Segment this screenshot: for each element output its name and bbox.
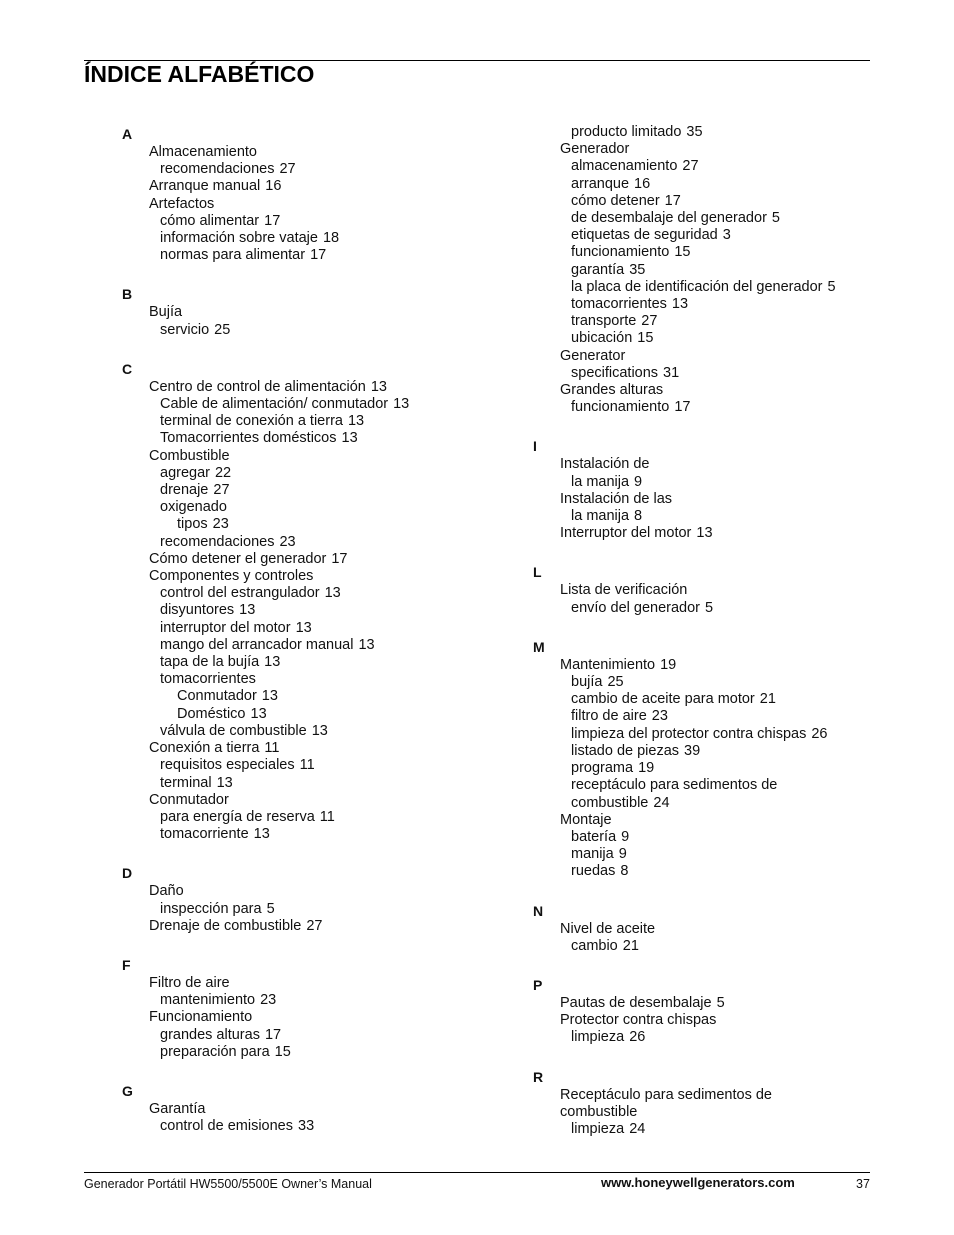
index-entry xyxy=(533,812,873,829)
entry-term: almacenamiento xyxy=(571,158,678,175)
entry-page-number: 24 xyxy=(629,1120,646,1137)
index-entry xyxy=(533,743,873,760)
entry-page-number: 9 xyxy=(621,828,630,845)
entry-term: agregar xyxy=(160,464,210,481)
entry-term: control de emisiones xyxy=(160,1118,293,1135)
index-section xyxy=(533,637,873,881)
entry-term: Componentes y controles xyxy=(149,568,314,585)
entry-term: Receptáculo para sedimentos de xyxy=(560,1086,772,1103)
entry-term: garantía xyxy=(571,261,625,278)
entry-term: válvula de combustible xyxy=(160,722,307,739)
entry-term: terminal xyxy=(160,774,212,791)
entry-term: Combustible xyxy=(149,447,230,464)
entry-page-number: 5 xyxy=(266,900,275,917)
index-entry xyxy=(533,330,873,347)
entry-term: specifications xyxy=(571,364,659,381)
entry-page-number: 5 xyxy=(705,599,714,616)
section-letter: B xyxy=(122,286,133,303)
entry-page-number: 13 xyxy=(261,688,278,705)
entry-term: Conmutador xyxy=(177,688,257,705)
index-entry xyxy=(533,141,873,158)
entry-term: combustible xyxy=(571,794,649,811)
index-entry xyxy=(533,313,873,330)
entry-page-number: 27 xyxy=(213,482,230,499)
entry-term: tapa de la bujía xyxy=(160,654,260,671)
entry-term: bujía xyxy=(571,674,603,691)
index-section xyxy=(533,124,873,416)
index-entry xyxy=(122,901,452,918)
footer-rule xyxy=(84,1172,870,1173)
entry-page-number: 17 xyxy=(264,212,281,229)
index-entry xyxy=(122,975,452,992)
entry-term: drenaje xyxy=(160,482,209,499)
entry-term: mango del arrancador manual xyxy=(160,636,354,653)
entry-page-number: 18 xyxy=(322,230,340,247)
section-letter: A xyxy=(122,126,133,142)
entry-page-number: 11 xyxy=(299,757,315,774)
index-entry xyxy=(122,161,452,178)
entry-term: tipos xyxy=(177,516,208,533)
index-entry xyxy=(533,1012,873,1029)
index-entry xyxy=(533,674,873,691)
entry-page-number: 35 xyxy=(629,261,646,278)
index-entry xyxy=(533,1104,873,1121)
entry-page-number: 26 xyxy=(629,1029,646,1046)
index-entry xyxy=(122,499,452,516)
entry-term: etiquetas de seguridad xyxy=(571,227,718,244)
entry-list xyxy=(122,975,452,1061)
entry-page-number: 24 xyxy=(653,794,670,811)
entry-term: inspección para xyxy=(160,900,262,917)
entry-page-number: 11 xyxy=(319,808,335,825)
entry-term: Tomacorrientes domésticos xyxy=(160,430,337,447)
entry-term: programa xyxy=(571,760,634,777)
page-title: ÍNDICE ALFABÉTICO xyxy=(84,61,315,87)
footer-website: www.honeywellgenerators.com xyxy=(601,1175,795,1190)
index-entry xyxy=(122,379,452,396)
entry-term: Protector contra chispas xyxy=(560,1012,717,1029)
footer-manual-title: Generador Portátil HW5500/5500E Owner’s Manual xyxy=(84,1177,372,1191)
index-entry xyxy=(533,938,873,955)
index-entry xyxy=(122,918,452,935)
entry-list xyxy=(533,657,873,881)
index-entry xyxy=(533,1087,873,1104)
entry-term: Filtro de aire xyxy=(149,974,230,991)
index-entry xyxy=(122,688,452,705)
entry-page-number: 13 xyxy=(216,774,233,791)
entry-term: producto limitado xyxy=(571,124,682,140)
entry-term: requisitos especiales xyxy=(160,757,295,774)
entry-list xyxy=(122,379,452,843)
index-entry xyxy=(122,671,452,688)
index-column-left xyxy=(122,124,452,1155)
entry-term: disyuntores xyxy=(160,602,235,619)
index-entry xyxy=(122,792,452,809)
index-entry xyxy=(122,602,452,619)
entry-term: la placa de identificación del generador xyxy=(571,278,823,295)
entry-page-number: 16 xyxy=(265,178,282,195)
index-entry xyxy=(533,846,873,863)
entry-term: filtro de aire xyxy=(571,708,647,725)
section-letter: D xyxy=(122,865,133,882)
entry-term: de desembalaje del generador xyxy=(571,210,767,227)
index-entry xyxy=(533,708,873,725)
entry-page-number: 23 xyxy=(212,516,229,533)
index-entry xyxy=(122,322,452,339)
entry-page-number: 13 xyxy=(264,654,281,671)
index-entry xyxy=(122,448,452,465)
entry-page-number: 9 xyxy=(618,846,627,863)
index-entry xyxy=(122,637,452,654)
entry-page-number: 27 xyxy=(279,161,296,178)
entry-page-number: 26 xyxy=(811,725,828,742)
index-entry xyxy=(533,348,873,365)
entry-page-number: 15 xyxy=(637,330,654,347)
entry-page-number: 19 xyxy=(660,656,677,673)
entry-term: Cómo detener el generador xyxy=(149,550,327,567)
footer-page-number: 37 xyxy=(856,1177,870,1191)
index-entry xyxy=(122,568,452,585)
index-section xyxy=(122,955,452,1061)
entry-page-number: 13 xyxy=(671,296,689,313)
entry-term: receptáculo para sedimentos de xyxy=(571,777,778,794)
entry-term: información sobre vatajе xyxy=(160,230,318,247)
index-entry xyxy=(533,296,873,313)
entry-term: Centro de control de alimentación xyxy=(149,378,366,395)
entry-page-number: 23 xyxy=(651,708,668,725)
entry-term: grandes alturas xyxy=(160,1026,260,1043)
entry-term: Daño xyxy=(149,883,184,900)
entry-page-number: 33 xyxy=(298,1118,315,1135)
entry-term: servicio xyxy=(160,321,210,338)
entry-term: terminal de conexión a tierra xyxy=(160,413,343,430)
entry-page-number: 19 xyxy=(638,760,655,777)
index-section xyxy=(122,863,452,935)
entry-term: Doméstico xyxy=(177,705,246,722)
index-entry xyxy=(122,620,452,637)
index-entry xyxy=(533,158,873,175)
index-section xyxy=(122,359,452,843)
index-entry xyxy=(122,482,452,499)
entry-term: Instalación de xyxy=(560,456,650,473)
index-entry xyxy=(122,740,452,757)
entry-page-number: 15 xyxy=(674,244,691,261)
index-section xyxy=(533,436,873,542)
entry-term: tomacorrientes xyxy=(571,296,667,313)
entry-term: Grandes alturas xyxy=(560,382,664,399)
index-entry xyxy=(533,456,873,473)
index-entry xyxy=(122,178,452,195)
index-entry xyxy=(533,921,873,938)
entry-term: listado de piezas xyxy=(571,742,680,759)
index-entry xyxy=(533,382,873,399)
index-entry xyxy=(533,210,873,227)
entry-term: oxigenado xyxy=(160,499,227,516)
section-letter: G xyxy=(122,1082,133,1099)
entry-term: batería xyxy=(571,828,617,845)
entry-term: Pautas de desembalaje xyxy=(560,994,712,1011)
index-entry xyxy=(533,262,873,279)
index-entry xyxy=(533,365,873,382)
entry-page-number: 35 xyxy=(686,124,703,140)
index-entry xyxy=(122,992,452,1009)
index-entry xyxy=(122,196,452,213)
entry-list xyxy=(533,124,873,416)
entry-page-number: 17 xyxy=(310,247,327,264)
entry-term: limpieza xyxy=(571,1029,625,1046)
index-entry xyxy=(122,1027,452,1044)
entry-list xyxy=(533,456,873,542)
section-letter: C xyxy=(122,360,133,377)
entry-term: Montaje xyxy=(560,811,612,828)
entry-page-number: 13 xyxy=(324,585,341,602)
section-letter: L xyxy=(533,564,542,581)
entry-term: Generator xyxy=(560,347,626,364)
entry-page-number: 27 xyxy=(641,313,658,330)
entry-term: funcionamiento xyxy=(571,399,670,416)
entry-term: Interruptor del motor xyxy=(560,525,692,542)
entry-term: transporte xyxy=(571,313,637,330)
entry-page-number: 27 xyxy=(682,158,699,175)
index-entry xyxy=(533,279,873,296)
entry-page-number: 15 xyxy=(274,1043,291,1060)
entry-list xyxy=(122,304,452,338)
entry-term: limpieza xyxy=(571,1120,625,1137)
entry-page-number: 13 xyxy=(393,396,410,413)
entry-list xyxy=(122,144,452,264)
entry-term: tomacorrientes xyxy=(160,671,256,688)
entry-page-number: 13 xyxy=(311,722,328,739)
entry-page-number: 16 xyxy=(634,175,651,192)
entry-page-number: 39 xyxy=(684,742,701,759)
index-entry xyxy=(122,809,452,826)
index-entry xyxy=(122,144,452,161)
entry-term: limpieza del protector contra chispas xyxy=(571,725,807,742)
entry-term: control del estrangulador xyxy=(160,585,320,602)
entry-term: ruedas xyxy=(571,863,616,880)
section-letter: F xyxy=(122,956,131,973)
index-entry xyxy=(533,600,873,617)
entry-term: cambio xyxy=(571,937,618,954)
index-entry xyxy=(533,691,873,708)
entry-term: manija xyxy=(571,846,614,863)
index-entry xyxy=(533,1121,873,1138)
entry-page-number: 13 xyxy=(250,705,267,722)
index-section xyxy=(122,1081,452,1135)
entry-term: recomendaciones xyxy=(160,161,275,178)
entry-page-number: 31 xyxy=(663,364,680,381)
entry-page-number: 17 xyxy=(664,192,681,209)
entry-term: Conexión a tierra xyxy=(149,740,260,757)
index-entry xyxy=(122,396,452,413)
index-entry xyxy=(122,534,452,551)
entry-term: Artefactos xyxy=(149,195,215,212)
index-entry xyxy=(122,551,452,568)
entry-page-number: 8 xyxy=(620,863,629,880)
entry-term: para energía de reserva xyxy=(160,808,315,825)
section-letter: N xyxy=(533,902,544,919)
index-entry xyxy=(122,465,452,482)
entry-list xyxy=(533,1087,873,1139)
index-entry xyxy=(533,474,873,491)
entry-list xyxy=(122,883,452,935)
entry-term: Almacenamiento xyxy=(149,144,257,160)
entry-term: recomendaciones xyxy=(160,533,275,550)
index-entry xyxy=(122,654,452,671)
index-entry xyxy=(533,829,873,846)
entry-term: Garantía xyxy=(149,1100,206,1117)
section-letter: R xyxy=(533,1068,544,1085)
entry-term: Drenaje de combustible xyxy=(149,917,302,934)
entry-term: tomacorriente xyxy=(160,826,249,843)
index-entry xyxy=(122,775,452,792)
entry-term: Nivel de aceite xyxy=(560,920,656,937)
entry-term: Instalación de las xyxy=(560,490,673,507)
entry-page-number: 17 xyxy=(674,399,691,416)
index-section xyxy=(533,1067,873,1139)
entry-term: Mantenimiento xyxy=(560,656,656,673)
entry-list xyxy=(122,1101,452,1135)
index-section xyxy=(122,284,452,338)
entry-page-number: 5 xyxy=(827,278,836,295)
index-section xyxy=(122,124,452,264)
index-column-right xyxy=(533,124,873,1158)
entry-term: ubicación xyxy=(571,330,633,347)
index-entry xyxy=(533,491,873,508)
index-entry xyxy=(533,399,873,416)
index-section xyxy=(533,975,873,1047)
entry-term: cómo alimentar xyxy=(160,212,260,229)
index-entry xyxy=(533,508,873,525)
index-entry xyxy=(122,1044,452,1061)
entry-term: Arranque manual xyxy=(149,178,261,195)
entry-term: Bujía xyxy=(149,304,183,321)
entry-page-number: 13 xyxy=(295,619,312,636)
index-entry xyxy=(533,777,873,794)
entry-term: normas para alimentar xyxy=(160,247,306,264)
index-entry xyxy=(122,230,452,247)
entry-page-number: 25 xyxy=(607,674,624,691)
entry-term: Lista de verificación xyxy=(560,582,688,599)
index-entry xyxy=(533,227,873,244)
index-entry xyxy=(122,516,452,533)
index-entry xyxy=(533,795,873,812)
entry-term: la manija xyxy=(571,508,630,525)
entry-page-number: 13 xyxy=(253,826,270,843)
index-entry xyxy=(122,723,452,740)
entry-term: mantenimiento xyxy=(160,992,256,1009)
entry-page-number: 5 xyxy=(716,994,725,1011)
index-entry xyxy=(533,726,873,743)
index-entry xyxy=(122,213,452,230)
index-section xyxy=(533,562,873,616)
entry-term: la manija xyxy=(571,473,630,490)
index-entry xyxy=(122,430,452,447)
entry-page-number: 13 xyxy=(358,636,375,653)
index-entry xyxy=(533,995,873,1012)
entry-term: funcionamiento xyxy=(571,244,670,261)
index-entry xyxy=(122,706,452,723)
entry-page-number: 27 xyxy=(306,917,323,934)
entry-list xyxy=(533,582,873,616)
entry-term: Generador xyxy=(560,141,630,158)
entry-page-number: 17 xyxy=(331,550,348,567)
index-entry xyxy=(122,757,452,774)
entry-term: Cable de alimentación/ conmutador xyxy=(160,396,389,413)
section-letter: P xyxy=(533,976,543,993)
index-section xyxy=(533,901,873,955)
entry-term: preparación para xyxy=(160,1043,270,1060)
entry-page-number: 23 xyxy=(279,533,296,550)
entry-term: arranque xyxy=(571,175,630,192)
entry-page-number: 13 xyxy=(347,413,365,430)
entry-page-number: 13 xyxy=(370,378,387,395)
entry-page-number: 21 xyxy=(759,691,776,708)
index-entry xyxy=(533,244,873,261)
entry-page-number: 3 xyxy=(722,227,731,244)
index-entry xyxy=(122,883,452,900)
entry-page-number: 23 xyxy=(260,992,277,1009)
index-entry xyxy=(122,304,452,321)
entry-list xyxy=(533,921,873,955)
index-entry xyxy=(122,413,452,430)
entry-page-number: 25 xyxy=(214,321,231,338)
entry-term: interruptor del motor xyxy=(160,619,291,636)
entry-page-number: 9 xyxy=(634,473,643,490)
index-entry xyxy=(533,582,873,599)
entry-term: Conmutador xyxy=(149,791,229,808)
entry-page-number: 21 xyxy=(622,937,639,954)
index-entry xyxy=(533,525,873,542)
entry-page-number: 11 xyxy=(264,740,280,757)
index-entry xyxy=(122,585,452,602)
section-letter: I xyxy=(533,438,537,455)
section-letter: M xyxy=(533,638,545,655)
entry-page-number: 13 xyxy=(239,602,256,619)
entry-page-number: 17 xyxy=(264,1026,282,1043)
index-entry xyxy=(533,176,873,193)
index-entry xyxy=(533,760,873,777)
entry-term: combustible xyxy=(560,1103,638,1120)
entry-page-number: 13 xyxy=(341,430,358,447)
entry-page-number: 5 xyxy=(771,210,780,227)
index-entry xyxy=(122,1118,452,1135)
entry-page-number: 8 xyxy=(634,508,643,525)
index-entry xyxy=(533,124,873,141)
index-entry xyxy=(122,1101,452,1118)
index-entry xyxy=(533,657,873,674)
index-entry xyxy=(533,1029,873,1046)
entry-term: cambio de aceite para motor xyxy=(571,691,755,708)
entry-term: cómo detener xyxy=(571,192,660,209)
entry-term: Funcionamiento xyxy=(149,1009,253,1026)
entry-page-number: 22 xyxy=(214,464,232,481)
entry-page-number: 13 xyxy=(696,525,713,542)
index-entry xyxy=(122,247,452,264)
entry-term: envío del generador xyxy=(571,599,700,616)
entry-list xyxy=(533,995,873,1047)
index-entry xyxy=(533,863,873,880)
index-entry xyxy=(533,193,873,210)
index-entry xyxy=(122,1009,452,1026)
index-entry xyxy=(122,826,452,843)
